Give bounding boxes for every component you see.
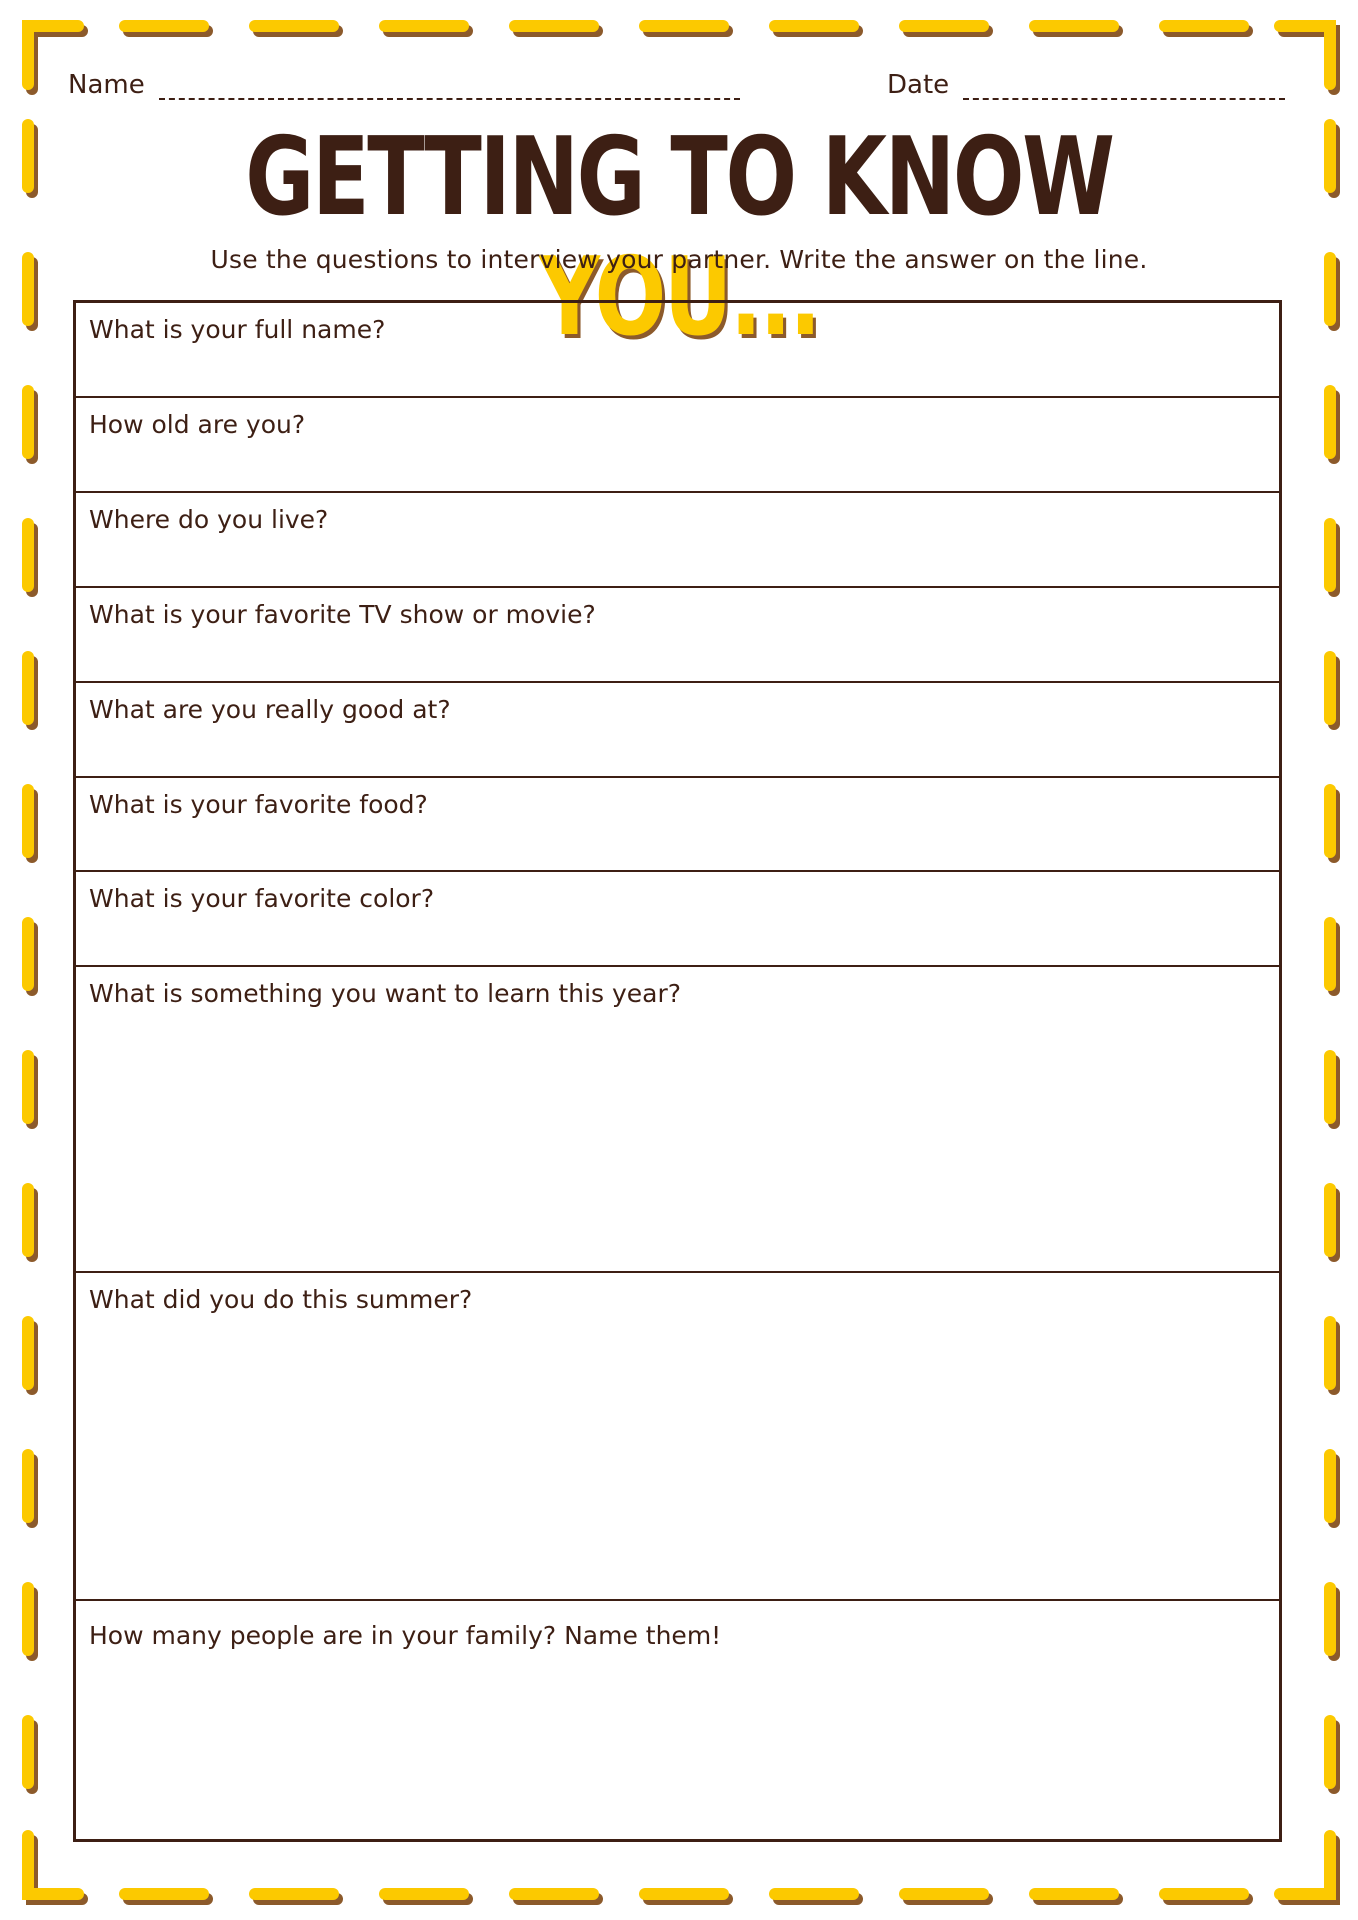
question-row-full-name[interactable] <box>76 303 1279 398</box>
title-main: GETTING TO KNOW <box>245 115 1113 240</box>
question-food: What is your favorite food? <box>89 790 428 819</box>
question-full-name: What is your full name? <box>89 315 386 344</box>
name-field[interactable] <box>68 66 740 100</box>
question-row-family[interactable] <box>76 1601 1279 1839</box>
date-label: Date <box>887 70 950 100</box>
question-row-age[interactable] <box>76 398 1279 493</box>
title-accent-you: YOU <box>539 235 731 360</box>
question-age: How old are you? <box>89 410 306 439</box>
name-line[interactable] <box>159 72 740 100</box>
question-row-summer[interactable] <box>76 1273 1279 1601</box>
question-learn: What is something you want to learn this year? <box>89 979 682 1008</box>
name-label: Name <box>68 70 145 100</box>
date-field[interactable] <box>887 66 1285 100</box>
question-table <box>73 300 1282 1842</box>
question-row-tv-show[interactable] <box>76 588 1279 683</box>
instructions: Use the questions to interview your partner. Write the answer on the line. <box>210 245 1148 274</box>
question-row-food[interactable] <box>76 778 1279 872</box>
question-summer: What did you do this summer? <box>89 1285 473 1314</box>
question-row-home[interactable] <box>76 493 1279 588</box>
question-row-good-at[interactable] <box>76 683 1279 778</box>
question-family: How many people are in your family? Name them! <box>89 1621 722 1650</box>
question-color: What is your favorite color? <box>89 884 435 913</box>
question-row-learn[interactable] <box>76 967 1279 1273</box>
date-line[interactable] <box>963 72 1285 100</box>
title-ellipsis: ... <box>730 235 819 360</box>
question-tv-show: What is your favorite TV show or movie? <box>89 600 596 629</box>
question-home: Where do you live? <box>89 505 329 534</box>
question-good-at: What are you really good at? <box>89 695 451 724</box>
question-row-color[interactable] <box>76 872 1279 967</box>
